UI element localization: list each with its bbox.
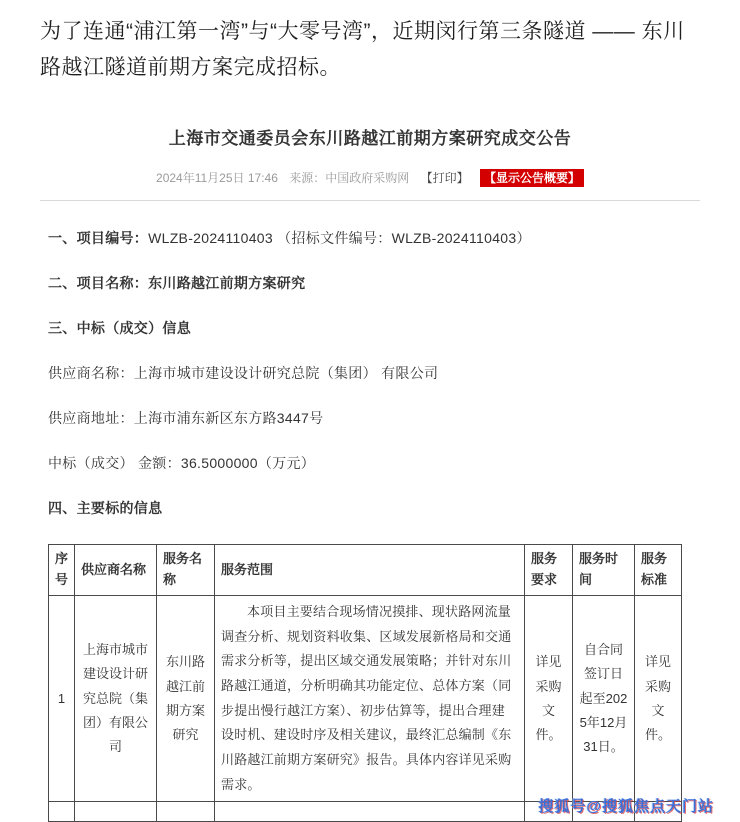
- cell-service-requirement: 详见采购文件。: [525, 595, 573, 802]
- cell-service-scope: 本项目主要结合现场情况摸排、现状路网流量调查分析、规划资料收集、区域发展新格局和交通需求分析等，提出区域交通发展策略；并针对东川路越江通道，分析明确其功能定位、总体方案（同步提出慢行越江方案）、初步估算等，提出合理建设时机、建设时序及相关建议，最终汇总编制《东川路越江前期方案研究》报告。具体内容详见采购需求。: [215, 595, 525, 802]
- empty-cell: [75, 802, 157, 822]
- award-amount-line: 中标（成交） 金额：36.5000000（万元）: [48, 455, 316, 472]
- project-name-value: 东川路越江前期方案研究: [148, 275, 306, 292]
- project-name-line: [48, 274, 692, 292]
- col-header-service-name: 服务名称: [157, 545, 215, 596]
- intro-paragraph: 为了连通“浦江第一湾”与“大零号湾”，近期闵行第三条隧道 —— 东川路越江隧道前期方案完成招标。: [40, 20, 685, 80]
- col-header-no: 序号: [49, 545, 75, 596]
- table-row: [49, 595, 682, 802]
- col-header-requirement: 服务要求: [525, 545, 573, 596]
- col-header-supplier: 供应商名称: [75, 545, 157, 596]
- show-summary-link[interactable]: 【显示公告概要】: [480, 169, 584, 187]
- table-header-row: [49, 545, 682, 596]
- cell-service-standard: 详见采购文件。: [635, 595, 682, 802]
- meta-datetime: 2024年11月25日 17:46: [156, 171, 278, 186]
- col-header-time: 服务时间: [573, 545, 635, 596]
- supplier-address-line: 供应商地址：上海市浦东新区东方路3447号: [48, 410, 324, 427]
- empty-cell: [49, 802, 75, 822]
- project-name-label: 二、项目名称：: [48, 275, 149, 292]
- project-number-line: [48, 229, 692, 247]
- cell-no: 1: [49, 595, 75, 802]
- announcement-body: [40, 229, 700, 517]
- divider: [40, 200, 700, 201]
- award-info-heading: 三、中标（成交）信息: [48, 320, 191, 337]
- cell-service-name: 东川路越江前期方案研究: [157, 595, 215, 802]
- print-link[interactable]: 【打印】: [420, 171, 469, 186]
- col-header-standard: 服务标准: [635, 545, 682, 596]
- meta-source: 来源：中国政府采购网: [289, 171, 410, 186]
- announcement-meta: [40, 169, 700, 186]
- project-number-label: 一、项目编号：: [48, 230, 149, 247]
- project-number-value: WLZB-2024110403 （招标文件编号：WLZB-2024110403）: [148, 230, 531, 247]
- empty-cell: [215, 802, 525, 822]
- col-header-scope: 服务范围: [215, 545, 525, 596]
- main-subject-table: [48, 544, 682, 822]
- cell-service-time: 自合同签订日起至2025年12月31日。: [573, 595, 635, 802]
- empty-cell: [157, 802, 215, 822]
- sohu-watermark: 搜狐号@搜狐焦点天门站: [538, 798, 714, 815]
- cell-supplier: 上海市城市建设设计研究总院（集团）有限公司: [75, 595, 157, 802]
- main-subject-heading: 四、主要标的信息: [48, 500, 163, 517]
- supplier-name-line: 供应商名称：上海市城市建设设计研究总院（集团） 有限公司: [48, 365, 439, 382]
- announcement-title: 上海市交通委员会东川路越江前期方案研究成交公告: [168, 129, 572, 149]
